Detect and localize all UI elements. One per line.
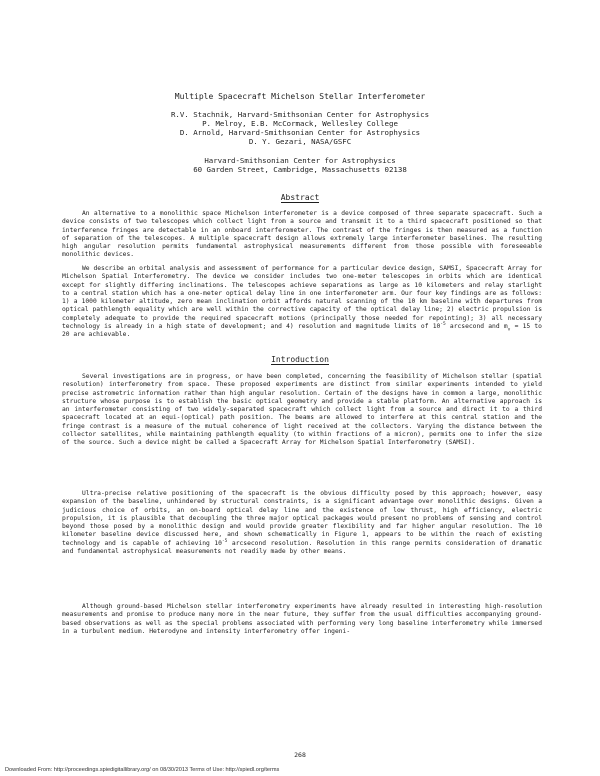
introduction-paragraph-2 (62, 490, 542, 556)
abstract-heading (0, 193, 600, 202)
superscript-exponent: -5 (440, 321, 446, 327)
introduction-heading (0, 355, 600, 364)
paragraph-text: An alternative to a monolithic space Michelson interferometer is a device composed of three separate spacecraft. Such a device consists of two telescopes which collect light from a source and transmit it to a third spacecraft positioned so that interference fringes are detectable in an onboard interferometer. The contrast of the fringes is then measured as a function of separation of the telescopes. A multiple spacecraft design allows extremely large interferometer baselines. The resulting high angular resolution permits fundamental astrophysical measurements different from those possible with foreseeable monolithic devices. (62, 210, 542, 259)
paragraph-text-main: Ultra-precise relative positioning of the spacecraft is the obvious difficulty posed by this approach; however, easy expansion of the baseline, unhindered by structural constraints, is a significant advantage over monolithic designs. Given a judicious choice of orbits, an on-board optical delay line and the existence of low thrust, high efficiency, electric propulsion, it is plausible that decoupling the three major optical packages would present no problems of sensing and control beyond those posed by a monolithic design and would provide greater flexibility and far higher angular resolution. The 10 kilometer baseline device discussed here, and shown schematically in Figure 1, appears to be within the reach of existing technology and is capable of achieving 10 (62, 490, 542, 547)
paragraph-text-main: We describe an orbital analysis and assessment of performance for a particular device design, SAMSI, Spacecraft Array for Michelson Spatial Interferometry. The device we consider includes two one-meter telescopes in orbits which are identical except for slightly differing inclinations. The telescopes achieve separations as large as 10 kilometers and relay starlight to a central station which has a one-meter optical delay line in one interferometer arm. Our four key findings are as follows: 1) a 1000 kilometer altitude, zero mean inclination orbit affords natural scanning of the 10 km baseline with departures from optical pathlength equality which are well within the corrective capacity of the optical delay line; 2) electric propulsion is completely adequate to provide the required spacecraft motions (principally those needed for repointing); 3) all necessary technology is already in a high state of development; and 4) resolution and magnitude limits of 10 (62, 265, 542, 330)
introduction-paragraph-1 (62, 373, 542, 447)
paragraph-text-tail: arcsecond resolution. Resolution in this range permits consideration of dramatic and fundamental astrophysical measurements not readily made by other means. (62, 539, 543, 555)
paragraph-text: Although ground-based Michelson stellar interferometry experiments have already resulted in interesting high-resolution measurements and promise to produce many more in the near future, they suffer from the usual difficulties accompanying ground-based observations as well as the special problems associated with performing very long baseline interferometry while immersed in a turbulent medium. Heterodyne and intensity interferometry offer ingeni- (62, 603, 542, 635)
abstract-paragraph-1 (62, 210, 542, 260)
download-footer: Downloaded From: http://proceedings.spiedigitallibrary.org/ on 08/30/2013 Terms of Use: http://spiedl.org/terms (5, 767, 280, 773)
abstract-heading-text: Abstract (280, 193, 320, 202)
author-line: R.V. Stachnik, Harvard-Smithsonian Center for Astrophysics (170, 110, 430, 119)
author-line: P. Melroy, E.B. McCormack, Wellesley College (202, 119, 398, 128)
introduction-paragraph-3 (62, 603, 542, 636)
page-number: 268 (294, 751, 306, 759)
author-line: D. Y. Gezari, NASA/GSFC (248, 137, 352, 146)
paragraph-text (62, 490, 542, 556)
paragraph-text (62, 265, 542, 339)
address-line: Harvard-Smithsonian Center for Astrophysics (204, 156, 396, 165)
paper-title: Multiple Spacecraft Michelson Stellar Interferometer (174, 92, 426, 101)
paragraph-text-tail: = 15 to 20 are achievable. (62, 322, 542, 338)
abstract-paragraph-2 (62, 265, 542, 339)
paragraph-text-tail: arcsecond and m (445, 322, 508, 330)
subscript: v (507, 327, 511, 332)
affiliation-address (0, 156, 600, 174)
address-line: 60 Garden Street, Cambridge, Massachusetts 02138 (193, 165, 407, 174)
superscript-exponent: -5 (221, 538, 228, 544)
author-list (0, 110, 600, 146)
introduction-heading-text: Introduction (271, 355, 329, 364)
author-line: D. Arnold, Harvard-Smithsonian Center for Astrophysics (179, 128, 421, 137)
paragraph-text: Several investigations are in progress, or have been completed, concerning the feasibility of Michelson stellar (spatial resolution) interferometry from space. These proposed experiments are distinct from similar experiments intended to yield precise astrometric information rather than high angular resolution. Certain of the designs have in common a large, monolithic structure whose purpose is to establish the basic optical geometry and provide a stable platform. An alternative approach is an interferometer consisting of two widely-separated spacecraft which collect light from a source and direct it to a third spacecraft located at an equi-(optical) path position. The beams are allowed to interfere at this central station and the fringe contrast is a measure of the mutual coherence of light received at the collectors. Varying the distance between the collector satellites, while maintaining pathlength equality (to within fractions of a micron), permits one to infer the size of the source. Such a device might be called a Spacecraft Array for Michelson Spatial Interferometry (SAMSI). (62, 373, 542, 446)
